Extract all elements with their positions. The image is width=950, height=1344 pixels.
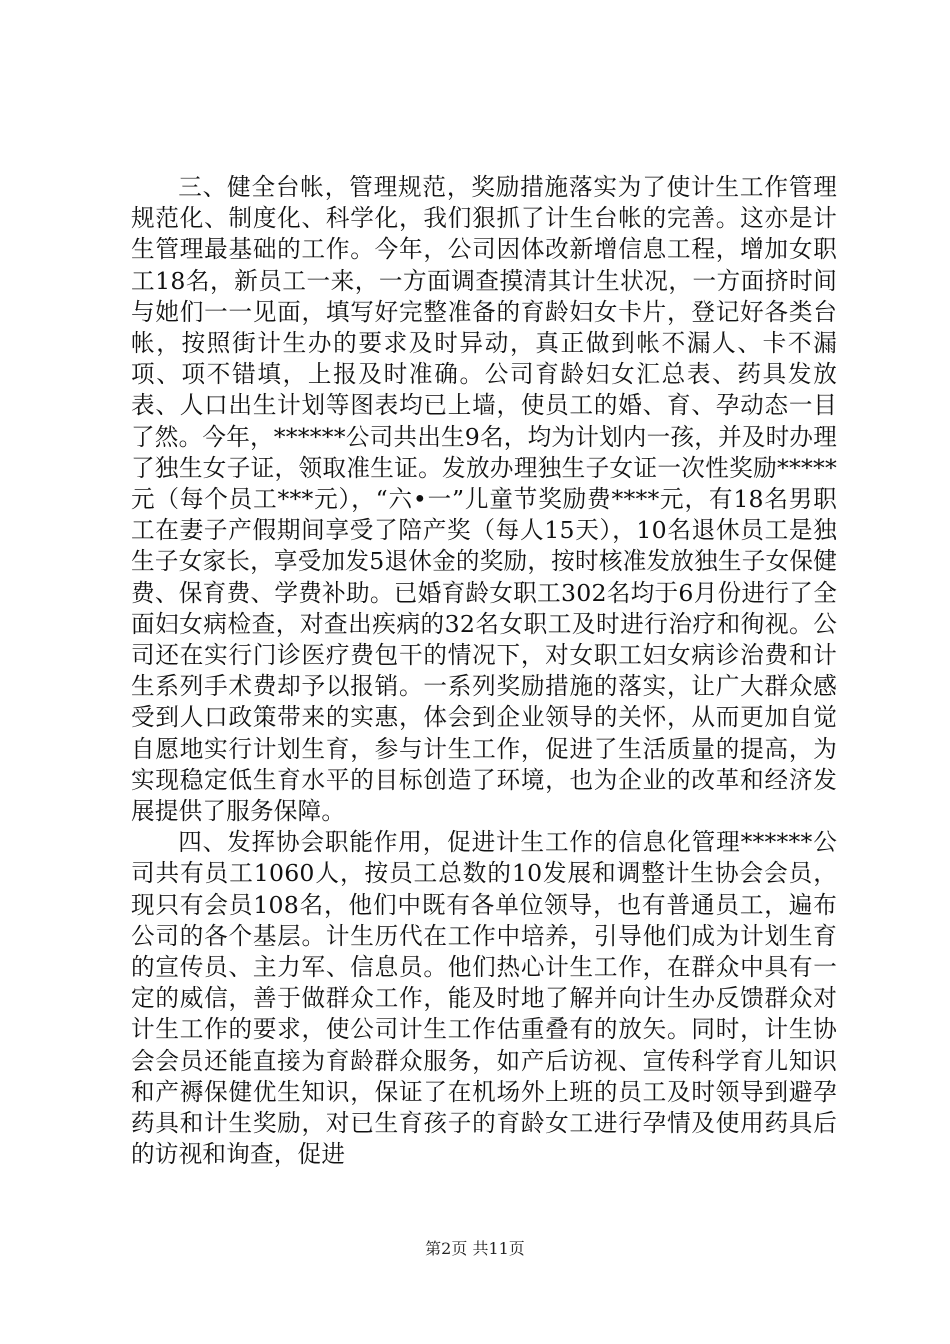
document-body xyxy=(131,172,837,1171)
paragraph-section-4: 四、发挥协会职能作用，促进计生工作的信息化管理******公司共有员工1060人，按员工总数的10发展和调整计生协会会员，现只有会员108名，他们中既有各单位领导，也有普通员工，遍布公司的各个基层。计生历代在工作中培养，引导他们成为计划生育的宣传员、主力军、信息员。他们热心计生工作，在群众中具有一定的威信，善于做群众工作，能及时地了解并向计生办反馈群众对计生工作的要求，使公司计生工作估重叠有的放矢。同时，计生协会会员还能直接为育龄群众服务，如产后访视、宣传科学育儿知识和产褥保健优生知识，保证了在机场外上班的员工及时领导到避孕药具和计生奖励，对已生育孩子的育龄女工进行孕情及使用药具后的访视和询查，促进 xyxy=(131,828,837,1169)
page-number-footer: 第2页 共11页 xyxy=(425,1239,525,1258)
paragraph-section-3: 三、健全台帐，管理规范，奖励措施落实为了使计生工作管理规范化、制度化、科学化，我们狠抓了计生台帐的完善。这亦是计生管理最基础的工作。今年，公司因体改新增信息工程，增加女职工18名，新员工一来，一方面调查摸清其计生状况，一方面挤时间与她们一一见面，填写好完整准备的育龄妇女卡片，登记好各类台帐，按照街计生办的要求及时异动，真正做到帐不漏人、卡不漏项、项不错填，上报及时准确。公司育龄妇女汇总表、药具发放表、人口出生计划等图表均已上墙，使员工的婚、育、孕动态一目了然。今年，******公司共出生9名，均为计划内一孩，并及时办理了独生女子证，领取准生证。发放办理独生子女证一次性奖励*****元（每个员工***元），“六•一”儿童节奖励费****元，有18名男职工在妻子产假期间享受了陪产奖（每人15天），10名退休员工是独生子女家长，享受加发5退休金的奖励，按时核准发放独生子女保健费、保育费、学费补助。已婚育龄女职工302名均于6月份进行了全面妇女病检查，对查出疾病的32名女职工及时进行治疗和徇视。公司还在实行门诊医疗费包干的情况下，对女职工妇女病诊治费和计生系列手术费却予以报销。一系列奖励措施的落实，让广大群众感受到人口政策带来的实惠，体会到企业领导的关怀，从而更加自觉自愿地实行计划生育，参与计生工作，促进了生活质量的提高，为实现稳定低生育水平的目标创造了环境，也为企业的改革和经济发展提供了服务保障。 xyxy=(131,173,837,826)
